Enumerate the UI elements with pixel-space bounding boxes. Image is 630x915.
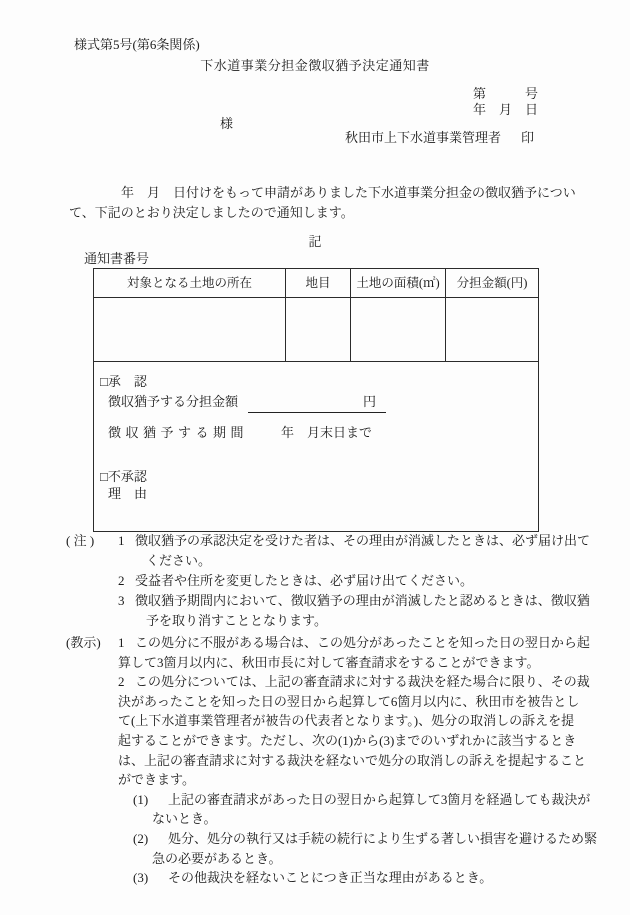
instruction-line: 起することができます。ただし、次の(1)から(3)までのいずれかに該当するとき	[118, 732, 577, 748]
table-header-land-location: 対象となる土地の所在	[94, 269, 286, 297]
body-paragraph-line1: 年 月 日付けをもって申請がありました下水道事業分担金の徴収猶予につい	[121, 185, 576, 200]
decision-box	[94, 362, 538, 531]
body-paragraph-line2: て、下記のとおり決定しましたので通知します。	[69, 205, 354, 220]
deferred-amount-label: 徴収猶予する分担金額	[108, 394, 239, 409]
instruction-line: 決があったことを知った日の翌日から起算して6箇月以内に、秋田市を被告とし	[118, 693, 580, 709]
note-number: 1	[118, 533, 125, 548]
instruction-subitem	[133, 790, 597, 829]
instruction-line: 算して3箇月以内に、秋田市長に対して審査請求をすることができます。	[118, 654, 540, 670]
note-line: 徴収猶予の承認決定を受けた者は、その理由が消滅したときは、必ず届け出て	[135, 533, 591, 548]
approve-checkbox: □	[100, 374, 108, 389]
table-header-row	[94, 269, 538, 298]
note-number: 3	[118, 593, 125, 608]
table-header-land-area: 土地の面積(㎡)	[351, 269, 446, 297]
issuer-name: 秋田市上下水道事業管理者	[345, 130, 502, 145]
document-number-line: 第 号	[473, 86, 539, 101]
deferred-amount-line	[108, 392, 386, 413]
table-cell-land-category	[286, 298, 351, 361]
note-line: 徴収猶予期間内において、徴収猶予の理由が消滅したと認めるときは、徴収猶	[135, 593, 590, 608]
reason-label: 理 由	[108, 486, 148, 501]
reject-checkbox: □	[100, 469, 108, 484]
table-header-land-category: 地目	[286, 269, 351, 297]
note-item	[118, 591, 590, 631]
instruction-line: て(上下水道事業管理者が被告の代表者となります。)、処分の取消しの訴えを提	[118, 713, 575, 729]
subitem-line: 上記の審査請求があった日の翌日から起算して3箇月を経過しても裁決が	[168, 791, 591, 807]
note-number: 2	[118, 573, 125, 588]
notice-number-label: 通知書番号	[84, 251, 150, 266]
table-cell-contribution-amount	[446, 298, 538, 361]
amount-unit: 円	[363, 394, 377, 409]
form-number: 様式第5号(第6条関係)	[74, 37, 200, 52]
instruction-subitem	[133, 829, 597, 868]
issuer-line	[345, 128, 534, 148]
approve-line	[100, 372, 147, 392]
note-line: 受益者や住所を変更したときは、必ず届け出てください。	[135, 573, 474, 588]
notes-label: ( 注 )	[66, 533, 95, 548]
table-data-row	[94, 298, 538, 362]
subitem-number: (3)	[133, 870, 149, 886]
instruction-subitem	[133, 868, 597, 888]
table-cell-land-location	[94, 298, 286, 361]
instruction-line: ができます。	[118, 772, 195, 788]
subitem-line: 処分、処分の執行又は手続の続行により生ずる著しい損害を避けるため緊	[168, 830, 598, 846]
instruction-line: この処分については、上記の審査請求に対する裁決を経た場合に限り、その裁	[135, 674, 590, 690]
note-line: ください。	[146, 553, 212, 568]
subitem-line: その他裁決を経ないことにつき正当な理由があるとき。	[168, 870, 493, 886]
table-header-contribution-amount: 分担金額(円)	[456, 276, 528, 290]
deferment-period-line	[108, 423, 372, 443]
instruction-line: は、上記の審査請求に対する裁決を経ないで処分の取消しの訴えを提起すること	[118, 752, 587, 768]
record-marker: 記	[308, 234, 322, 249]
deferment-period-label: 徴収猶予する期間	[108, 425, 249, 440]
addressee-honorific: 様	[220, 116, 234, 131]
instruction-line: この処分に不服がある場合は、この処分があったことを知った日の翌日から起	[135, 635, 590, 650]
subitem-number: (2)	[133, 830, 149, 846]
note-item	[118, 571, 590, 591]
date-line: 年 月 日	[473, 102, 539, 117]
table-cell-land-area	[351, 298, 446, 361]
subitem-number: (1)	[133, 791, 149, 807]
instruction-number: 2	[118, 674, 125, 690]
deferment-period-value: 年 月末日まで	[281, 425, 373, 440]
notes-section	[66, 531, 590, 631]
instruction-number: 1	[118, 635, 125, 650]
subitem-line: 急の必要があるとき。	[152, 850, 282, 866]
subitem-line: ないとき。	[152, 811, 217, 827]
instruction-item	[118, 633, 597, 672]
instruction-item	[118, 672, 597, 790]
seal-mark: 印	[521, 130, 535, 145]
note-line: 予を取り消すこととなります。	[146, 613, 327, 628]
amount-fill-line	[248, 392, 386, 413]
reject-label: 不承認	[107, 469, 147, 484]
approve-label: 承 認	[107, 374, 147, 389]
instructions-section	[66, 633, 597, 888]
note-item	[118, 531, 590, 571]
document-title: 下水道事業分担金徴収猶予決定通知書	[200, 58, 430, 73]
land-table	[93, 268, 539, 532]
instructions-label: (教示)	[66, 635, 101, 650]
